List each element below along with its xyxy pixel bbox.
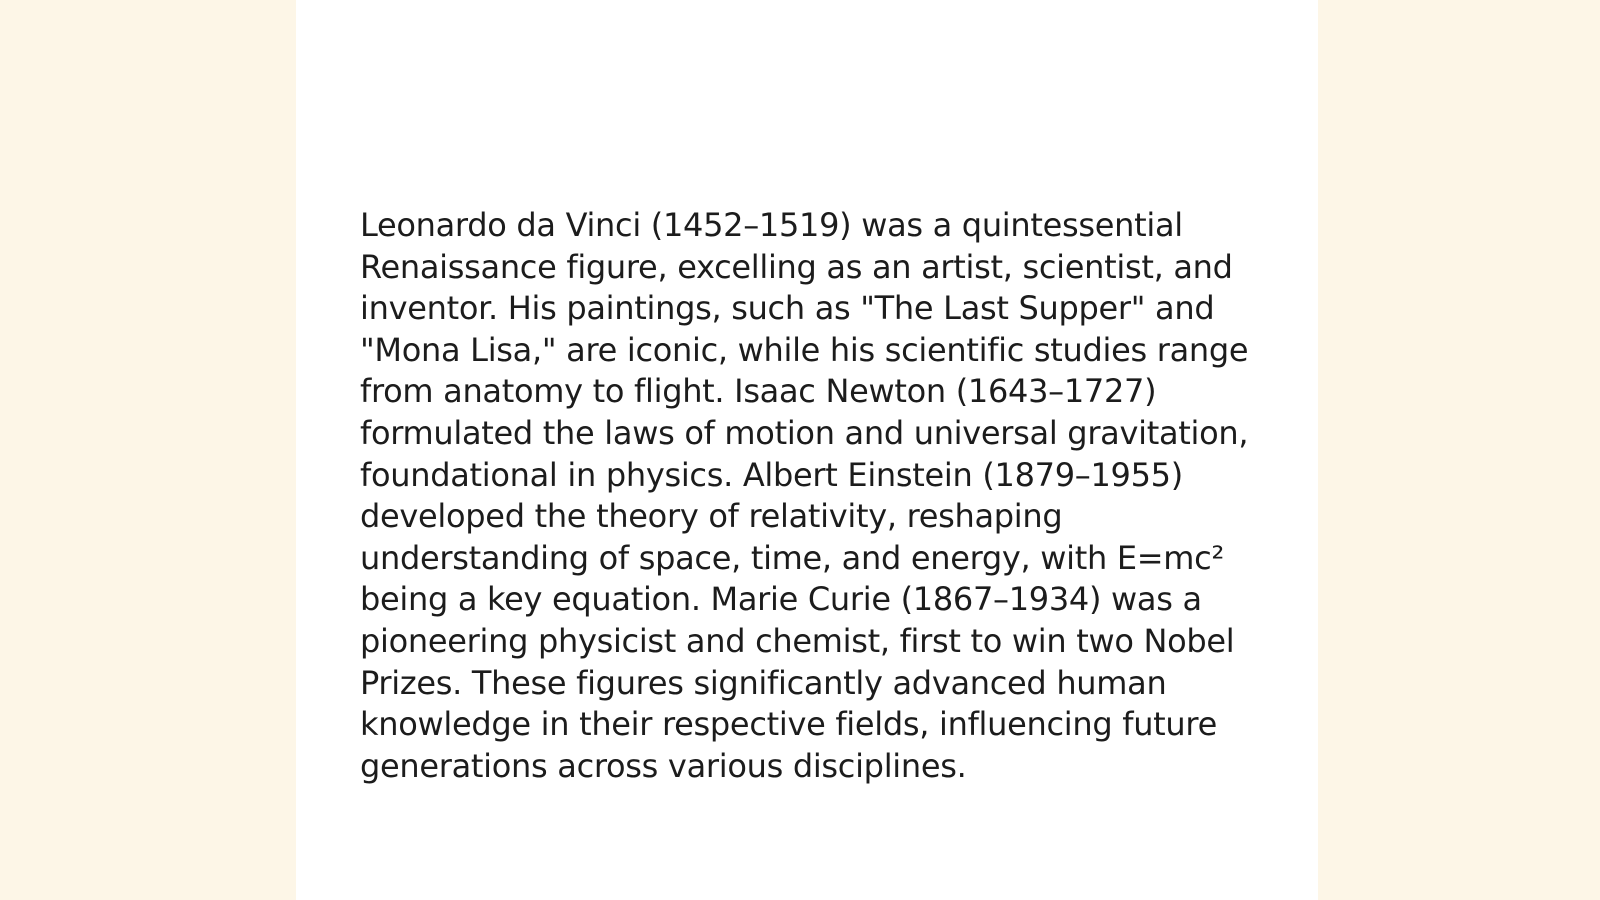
document-body xyxy=(360,205,1250,787)
document-page xyxy=(296,0,1318,900)
body-paragraph: Leonardo da Vinci (1452–1519) was a quintessential Renaissance figure, excelling as an artist, scientist, and inventor. His paintings, such as "The Last Supper" and "Mona Lisa," are iconic, while his scientific studies range from anatomy to flight. Isaac Newton (1643–1727) formulated the laws of motion and universal gravitation, foundational in physics. Albert Einstein (1879–1955) developed the theory of relativity, reshaping understanding of space, time, and energy, with E=mc² being a key equation. Marie Curie (1867–1934) was a pioneering physicist and chemist, first to win two Nobel Prizes. These figures significantly advanced human knowledge in their respective fields, influencing future generations across various disciplines. xyxy=(360,206,1249,785)
